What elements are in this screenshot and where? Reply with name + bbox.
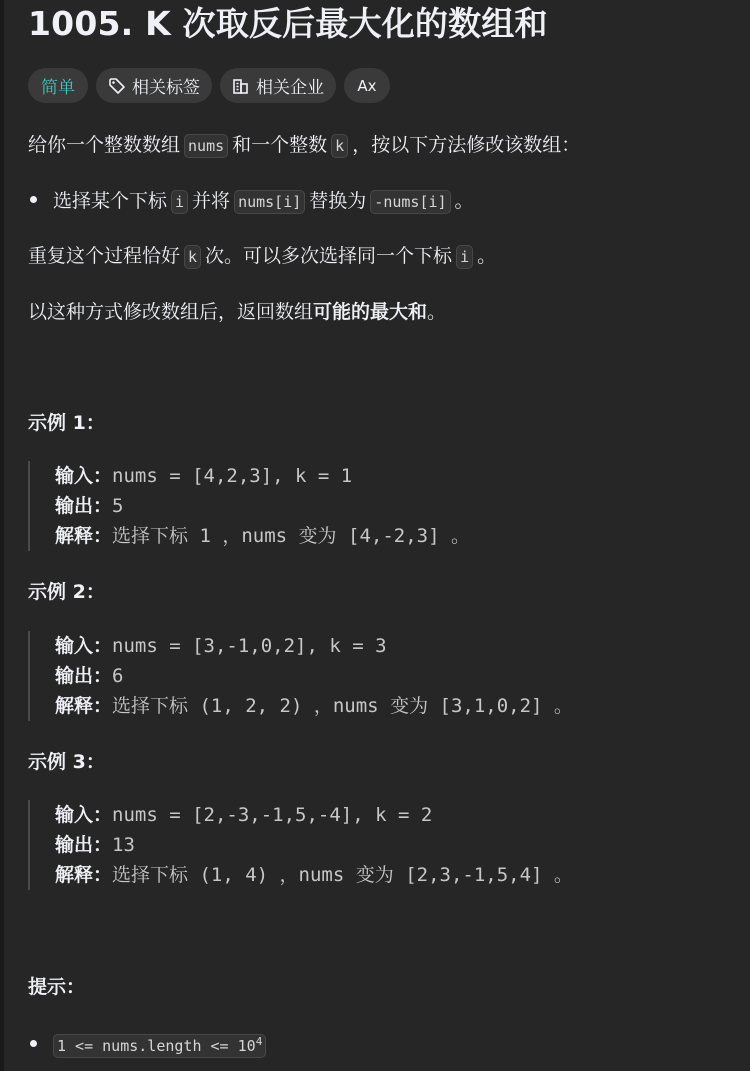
example-explain: [4,-2,3] 。 bbox=[336, 525, 470, 547]
example-explain: 变为 bbox=[298, 525, 337, 547]
text: 并将 bbox=[192, 190, 231, 212]
text: 替换为 bbox=[309, 190, 367, 212]
inline-code bbox=[53, 1034, 266, 1058]
example-explain: 变为 bbox=[390, 695, 429, 717]
input-label: 输入： bbox=[55, 635, 113, 657]
problem-title: 1005. K 次取反后最大化的数组和 bbox=[28, 4, 548, 43]
input-label: 输入： bbox=[55, 465, 113, 487]
text: 给你一个整数数组 bbox=[28, 134, 181, 156]
text: 以这种方式修改数组后，返回数组 bbox=[28, 301, 314, 323]
text: 。 bbox=[427, 301, 447, 323]
text: 。 bbox=[477, 245, 497, 267]
description-paragraph-2 bbox=[28, 241, 496, 272]
description-paragraph-3 bbox=[28, 297, 446, 327]
output-label: 输出： bbox=[55, 834, 113, 856]
output-label: 输出： bbox=[55, 495, 113, 517]
text: 重复这个过程恰好 bbox=[28, 245, 181, 267]
text: 。 bbox=[454, 190, 474, 212]
example-explain: 选择下标 bbox=[112, 525, 189, 547]
example-output: 5 bbox=[112, 495, 124, 517]
constraint-text: 1 <= nums.length <= 10 bbox=[57, 1037, 256, 1055]
explain-label: 解释： bbox=[55, 525, 113, 547]
tag-icon bbox=[108, 77, 126, 95]
related-companies-label: 相关企业 bbox=[256, 78, 324, 98]
building-icon bbox=[232, 77, 250, 95]
example-explain: (1, 2, 2) ，nums bbox=[188, 695, 391, 717]
related-tags-label: 相关标签 bbox=[132, 78, 200, 98]
translate-button[interactable] bbox=[344, 68, 390, 103]
example-1-heading: 示例 1： bbox=[28, 412, 105, 434]
inline-code: i bbox=[456, 245, 473, 269]
example-input: nums = [2,-3,-1,5,-4], k = 2 bbox=[112, 804, 433, 826]
example-explain: 变为 bbox=[355, 864, 394, 886]
example-output: 6 bbox=[112, 665, 124, 687]
inline-code: nums bbox=[184, 134, 228, 158]
example-explain: [2,3,-1,5,4] 。 bbox=[393, 864, 573, 886]
example-explain: 1 ，nums bbox=[188, 525, 299, 547]
inline-code: nums[i] bbox=[234, 190, 305, 214]
constraints-heading: 提示： bbox=[28, 976, 86, 998]
example-explain: [3,1,0,2] 。 bbox=[428, 695, 573, 717]
example-2-heading: 示例 2： bbox=[28, 581, 105, 603]
constraint-item bbox=[28, 1027, 270, 1061]
bullet-icon bbox=[30, 1040, 37, 1047]
tag-row bbox=[28, 68, 390, 103]
text: ，按以下方法修改该数组： bbox=[352, 134, 581, 156]
example-3-heading: 示例 3： bbox=[28, 751, 105, 773]
inline-code: i bbox=[171, 190, 188, 214]
emphasis: 可能的最大和 bbox=[313, 301, 428, 323]
input-label: 输入： bbox=[55, 804, 113, 826]
translate-icon: Ax bbox=[357, 76, 377, 95]
example-explain: 选择下标 bbox=[112, 695, 189, 717]
example-input: nums = [3,-1,0,2], k = 3 bbox=[112, 635, 387, 657]
bullet-icon bbox=[30, 196, 37, 203]
example-1-block bbox=[28, 461, 718, 551]
left-divider bbox=[0, 0, 4, 1071]
text: 选择某个下标 bbox=[53, 190, 168, 212]
description-list-item bbox=[28, 186, 474, 217]
example-output: 13 bbox=[112, 834, 135, 856]
explain-label: 解释： bbox=[55, 695, 113, 717]
related-tags-button[interactable] bbox=[96, 68, 212, 103]
difficulty-badge[interactable]: 简单 bbox=[28, 68, 88, 103]
explain-label: 解释： bbox=[55, 864, 113, 886]
inline-code: k bbox=[184, 245, 201, 269]
inline-code: -nums[i] bbox=[370, 190, 450, 214]
text: 次。可以多次选择同一个下标 bbox=[205, 245, 453, 267]
example-3-block bbox=[28, 800, 718, 890]
inline-code: k bbox=[331, 134, 348, 158]
example-explain: 选择下标 bbox=[112, 864, 189, 886]
related-companies-button[interactable] bbox=[220, 68, 336, 103]
example-explain: (1, 4) ，nums bbox=[188, 864, 356, 886]
example-2-block bbox=[28, 631, 718, 721]
text: 和一个整数 bbox=[232, 134, 328, 156]
description-paragraph-1 bbox=[28, 130, 580, 161]
constraint-exponent: 4 bbox=[255, 1035, 263, 1048]
output-label: 输出： bbox=[55, 665, 113, 687]
example-input: nums = [4,2,3], k = 1 bbox=[112, 465, 353, 487]
